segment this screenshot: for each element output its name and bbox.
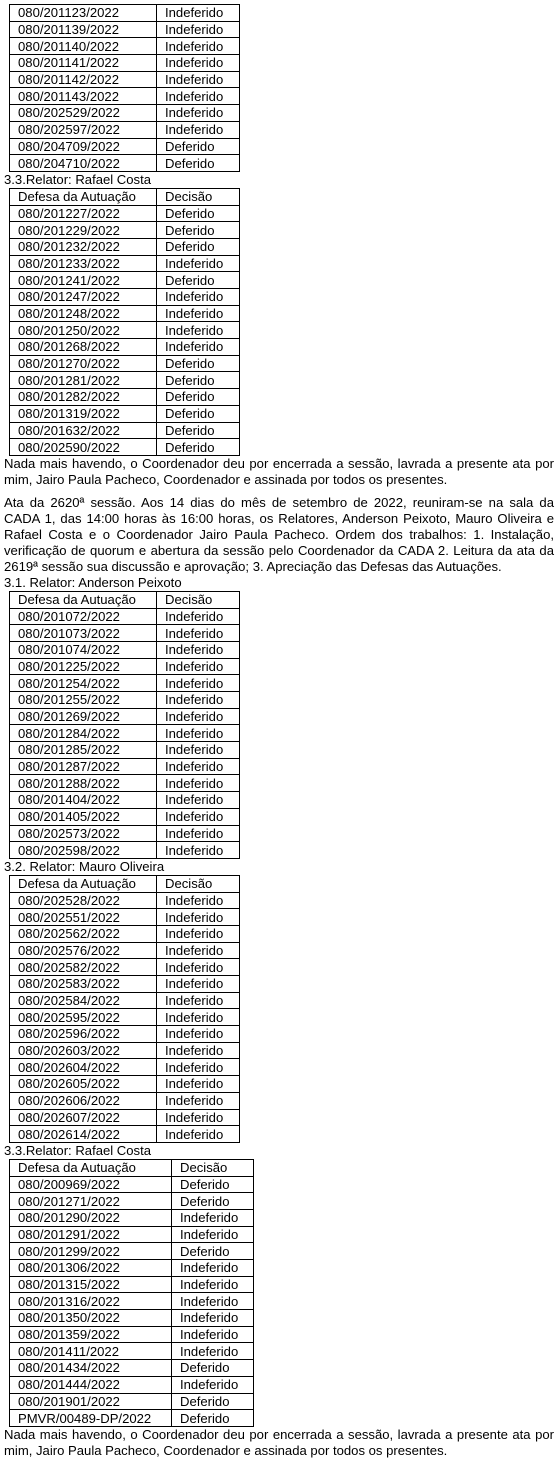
defesa-cell: 080/201248/2022 (10, 305, 157, 322)
defesa-cell: 080/201359/2022 (10, 1326, 172, 1343)
defesa-cell: 080/201229/2022 (10, 222, 157, 239)
defesa-cell: 080/201288/2022 (10, 775, 157, 792)
defesa-cell: 080/201141/2022 (10, 55, 157, 72)
decision-table-continued (9, 4, 240, 172)
decisao-cell: Deferido (172, 1393, 254, 1410)
table-row (10, 38, 240, 55)
defesa-cell: 080/201073/2022 (10, 625, 157, 642)
table-row (10, 439, 240, 456)
decisao-cell: Deferido (157, 205, 240, 222)
decisao-cell: Indeferido (157, 925, 240, 942)
table-row (10, 675, 240, 692)
defesa-cell: 080/202551/2022 (10, 909, 157, 926)
decisao-cell: Indeferido (157, 5, 240, 22)
decisao-cell: Deferido (157, 439, 240, 456)
table-row (10, 1026, 240, 1043)
table-header-row (10, 591, 240, 608)
decisao-cell: Indeferido (172, 1293, 254, 1310)
defesa-cell: 080/201444/2022 (10, 1376, 172, 1393)
decisao-cell: Indeferido (157, 289, 240, 306)
defesa-cell: 080/201287/2022 (10, 758, 157, 775)
decisao-cell: Indeferido (157, 641, 240, 658)
table-row (10, 1326, 254, 1343)
table-row (10, 1226, 254, 1243)
decisao-cell: Indeferido (157, 88, 240, 105)
defesa-cell: 080/202607/2022 (10, 1109, 157, 1126)
decision-table-mauro-oliveira (9, 875, 240, 1143)
decisao-cell: Deferido (157, 238, 240, 255)
decisao-cell: Decisão (157, 591, 240, 608)
paragraph-gap (4, 488, 554, 495)
defesa-cell: 080/204709/2022 (10, 138, 157, 155)
defesa-cell: 080/202614/2022 (10, 1126, 157, 1143)
table-row (10, 808, 240, 825)
decisao-cell: Indeferido (172, 1260, 254, 1277)
table-row (10, 422, 240, 439)
defesa-cell: 080/201285/2022 (10, 742, 157, 759)
decisao-cell: Deferido (172, 1243, 254, 1260)
table-row (10, 1393, 254, 1410)
decisao-cell: Indeferido (172, 1209, 254, 1226)
decisao-cell: Indeferido (157, 305, 240, 322)
table-header-row (10, 875, 240, 892)
table-row (10, 1076, 240, 1093)
table-row (10, 742, 240, 759)
table-row (10, 105, 240, 122)
decisao-cell: Deferido (172, 1193, 254, 1210)
table-row (10, 1243, 254, 1260)
defesa-cell: 080/201284/2022 (10, 725, 157, 742)
table-row (10, 322, 240, 339)
table-row (10, 372, 240, 389)
decisao-cell: Indeferido (157, 742, 240, 759)
decisao-cell: Indeferido (157, 992, 240, 1009)
defesa-cell: 080/202606/2022 (10, 1092, 157, 1109)
section-heading-anderson-peixoto: 3.1. Relator: Anderson Peixoto (4, 574, 182, 590)
section-heading-rafael-costa-2: 3.3.Relator: Rafael Costa (4, 1142, 152, 1158)
table-row (10, 1009, 240, 1026)
decisao-cell: Indeferido (157, 725, 240, 742)
defesa-cell: 080/201241/2022 (10, 272, 157, 289)
defesa-cell: 080/201140/2022 (10, 38, 157, 55)
table-row (10, 708, 240, 725)
decisao-cell: Decisão (172, 1159, 254, 1176)
decisao-cell: Indeferido (157, 105, 240, 122)
table-row (10, 222, 240, 239)
defesa-cell: 080/202596/2022 (10, 1026, 157, 1043)
decisao-cell: Indeferido (172, 1226, 254, 1243)
defesa-cell: 080/201232/2022 (10, 238, 157, 255)
decisao-cell: Indeferido (157, 1109, 240, 1126)
table-row (10, 305, 240, 322)
decisao-cell: Indeferido (157, 1026, 240, 1043)
defesa-cell: 080/201632/2022 (10, 422, 157, 439)
defesa-cell: PMVR/00489-DP/2022 (10, 1410, 172, 1427)
defesa-cell: 080/202598/2022 (10, 842, 157, 859)
defesa-cell: 080/202529/2022 (10, 105, 157, 122)
defesa-cell: 080/202595/2022 (10, 1009, 157, 1026)
defesa-cell: 080/202562/2022 (10, 925, 157, 942)
defesa-cell: 080/201271/2022 (10, 1193, 172, 1210)
table-row (10, 959, 240, 976)
defesa-cell: 080/200969/2022 (10, 1176, 172, 1193)
table-row (10, 892, 240, 909)
table-row (10, 842, 240, 859)
decisao-cell: Deferido (157, 155, 240, 172)
defesa-cell: 080/202573/2022 (10, 825, 157, 842)
table-row (10, 389, 240, 406)
decisao-cell: Deferido (157, 355, 240, 372)
closing-paragraph: Nada mais havendo, o Coordenador deu por encerrada a sessão, lavrada a presente ata por mim, Jairo Paula Pacheco, Coordenador e assinada por todos os presentes. (4, 455, 554, 487)
decisao-cell: Indeferido (157, 675, 240, 692)
decisao-cell: Indeferido (157, 55, 240, 72)
table-row (10, 1059, 240, 1076)
defesa-cell: 080/201227/2022 (10, 205, 157, 222)
defesa-cell: 080/201291/2022 (10, 1226, 172, 1243)
defesa-cell: 080/201411/2022 (10, 1343, 172, 1360)
decisao-cell: Deferido (172, 1410, 254, 1427)
decisao-cell: Indeferido (157, 842, 240, 859)
decisao-cell: Decisão (157, 875, 240, 892)
decisao-cell: Indeferido (157, 692, 240, 709)
defesa-cell: 080/202576/2022 (10, 942, 157, 959)
decisao-cell: Decisão (157, 188, 240, 205)
table-row (10, 1360, 254, 1377)
defesa-cell: 080/201434/2022 (10, 1360, 172, 1377)
decisao-cell: Indeferido (157, 708, 240, 725)
table-row (10, 5, 240, 22)
section-heading-rafael-costa: 3.3.Relator: Rafael Costa (4, 171, 152, 187)
decisao-cell: Indeferido (157, 625, 240, 642)
defesa-cell: 080/201074/2022 (10, 641, 157, 658)
decisao-cell: Indeferido (157, 1059, 240, 1076)
decisao-cell: Indeferido (157, 1092, 240, 1109)
defesa-cell: Defesa da Autuação (10, 875, 157, 892)
defesa-cell: Defesa da Autuação (10, 591, 157, 608)
table-row (10, 1042, 240, 1059)
table-row (10, 976, 240, 993)
defesa-cell: 080/202603/2022 (10, 1042, 157, 1059)
decisao-cell: Indeferido (157, 658, 240, 675)
decisao-cell: Indeferido (172, 1310, 254, 1327)
decisao-cell: Indeferido (157, 1126, 240, 1143)
defesa-cell: Defesa da Autuação (10, 1159, 172, 1176)
decisao-cell: Indeferido (157, 792, 240, 809)
defesa-cell: 080/201282/2022 (10, 389, 157, 406)
table-row (10, 405, 240, 422)
table-row (10, 255, 240, 272)
table-row (10, 1260, 254, 1277)
decisao-cell: Indeferido (157, 608, 240, 625)
defesa-cell: 080/201306/2022 (10, 1260, 172, 1277)
table-row (10, 1092, 240, 1109)
decisao-cell: Indeferido (157, 21, 240, 38)
defesa-cell: 080/201269/2022 (10, 708, 157, 725)
table-row (10, 1410, 254, 1427)
table-row (10, 138, 240, 155)
table-row (10, 1126, 240, 1143)
table-row (10, 775, 240, 792)
defesa-cell: 080/201255/2022 (10, 692, 157, 709)
table-row (10, 909, 240, 926)
decisao-cell: Indeferido (157, 775, 240, 792)
table-row (10, 641, 240, 658)
table-row (10, 1276, 254, 1293)
decisao-cell: Indeferido (172, 1276, 254, 1293)
table-row (10, 625, 240, 642)
defesa-cell: 080/201270/2022 (10, 355, 157, 372)
defesa-cell: 080/201315/2022 (10, 1276, 172, 1293)
defesa-cell: 080/202605/2022 (10, 1076, 157, 1093)
decisao-cell: Indeferido (157, 942, 240, 959)
defesa-cell: 080/201319/2022 (10, 405, 157, 422)
defesa-cell: 080/201299/2022 (10, 1243, 172, 1260)
table-row (10, 155, 240, 172)
defesa-cell: 080/201225/2022 (10, 658, 157, 675)
table-row (10, 1310, 254, 1327)
decisao-cell: Indeferido (172, 1343, 254, 1360)
session-minutes-paragraph: Ata da 2620ª sessão. Aos 14 dias do mês de setembro de 2022, reuniram-se na sala da CADA 1, das 14:00 horas às 16:00 horas, os Relatores, Anderson Peixoto, Mauro Oliveira e Rafael Costa e o Coordenador Jairo Paula Pacheco. Ordem dos trabalhos: 1. Instalação, verificação de quorum e abertura da sessão pelo Coordenador da CADA 2. Leitura da ata da 2619ª sessão sua discussão e aprovação; 3. Apreciação das Defesas das Autuações. (4, 494, 554, 574)
table-row (10, 1176, 254, 1193)
table-row (10, 1293, 254, 1310)
defesa-cell: 080/201143/2022 (10, 88, 157, 105)
table-row (10, 21, 240, 38)
table-row (10, 289, 240, 306)
table-row (10, 339, 240, 356)
defesa-cell: 080/201254/2022 (10, 675, 157, 692)
defesa-cell: 080/204710/2022 (10, 155, 157, 172)
defesa-cell: 080/201405/2022 (10, 808, 157, 825)
decision-table-rafael-costa (9, 188, 240, 456)
decisao-cell: Deferido (157, 138, 240, 155)
decisao-cell: Deferido (157, 422, 240, 439)
decisao-cell: Deferido (157, 222, 240, 239)
defesa-cell: 080/202583/2022 (10, 976, 157, 993)
decisao-cell: Indeferido (157, 892, 240, 909)
decisao-cell: Indeferido (157, 71, 240, 88)
decisao-cell: Deferido (172, 1176, 254, 1193)
decisao-cell: Indeferido (157, 976, 240, 993)
closing-paragraph-2: Nada mais havendo, o Coordenador deu por encerrada a sessão, lavrada a presente ata por mim, Jairo Paula Pacheco, Coordenador e assinada por todos os presentes. (4, 1426, 554, 1458)
decisao-cell: Deferido (157, 272, 240, 289)
document-page (4, 4, 554, 1459)
decisao-cell: Indeferido (157, 339, 240, 356)
defesa-cell: 080/201233/2022 (10, 255, 157, 272)
decisao-cell: Indeferido (172, 1326, 254, 1343)
table-row (10, 692, 240, 709)
defesa-cell: 080/201901/2022 (10, 1393, 172, 1410)
table-row (10, 55, 240, 72)
defesa-cell: 080/201404/2022 (10, 792, 157, 809)
decisao-cell: Indeferido (157, 808, 240, 825)
defesa-cell: 080/201281/2022 (10, 372, 157, 389)
table-row (10, 71, 240, 88)
table-header-row (10, 1159, 254, 1176)
defesa-cell: 080/201247/2022 (10, 289, 157, 306)
decision-table-anderson-peixoto (9, 591, 240, 859)
decisao-cell: Indeferido (157, 38, 240, 55)
table-row (10, 758, 240, 775)
table-row (10, 725, 240, 742)
decisao-cell: Indeferido (157, 322, 240, 339)
table-row (10, 121, 240, 138)
defesa-cell: 080/201268/2022 (10, 339, 157, 356)
defesa-cell: 080/202590/2022 (10, 439, 157, 456)
decisao-cell: Indeferido (157, 121, 240, 138)
defesa-cell: 080/201142/2022 (10, 71, 157, 88)
decisao-cell: Indeferido (157, 758, 240, 775)
table-row (10, 238, 240, 255)
decisao-cell: Deferido (172, 1360, 254, 1377)
decisao-cell: Indeferido (157, 1042, 240, 1059)
defesa-cell: 080/201350/2022 (10, 1310, 172, 1327)
defesa-cell: 080/202584/2022 (10, 992, 157, 1009)
decisao-cell: Indeferido (157, 1009, 240, 1026)
table-row (10, 825, 240, 842)
defesa-cell: 080/202582/2022 (10, 959, 157, 976)
table-row (10, 88, 240, 105)
decisao-cell: Deferido (157, 389, 240, 406)
defesa-cell: 080/202528/2022 (10, 892, 157, 909)
defesa-cell: 080/201123/2022 (10, 5, 157, 22)
defesa-cell: 080/202597/2022 (10, 121, 157, 138)
table-row (10, 205, 240, 222)
table-row (10, 608, 240, 625)
defesa-cell: 080/201316/2022 (10, 1293, 172, 1310)
table-row (10, 355, 240, 372)
table-row (10, 1193, 254, 1210)
table-header-row (10, 188, 240, 205)
defesa-cell: 080/201139/2022 (10, 21, 157, 38)
defesa-cell: 080/201250/2022 (10, 322, 157, 339)
table-row (10, 1209, 254, 1226)
defesa-cell: 080/201290/2022 (10, 1209, 172, 1226)
table-row (10, 658, 240, 675)
decisao-cell: Indeferido (157, 1076, 240, 1093)
table-row (10, 1376, 254, 1393)
defesa-cell: Defesa da Autuação (10, 188, 157, 205)
decisao-cell: Indeferido (157, 255, 240, 272)
decisao-cell: Deferido (157, 405, 240, 422)
decision-table-rafael-costa-2 (9, 1159, 254, 1427)
table-row (10, 1343, 254, 1360)
decisao-cell: Deferido (157, 372, 240, 389)
decisao-cell: Indeferido (172, 1376, 254, 1393)
defesa-cell: 080/201072/2022 (10, 608, 157, 625)
defesa-cell: 080/202604/2022 (10, 1059, 157, 1076)
table-row (10, 942, 240, 959)
table-row (10, 992, 240, 1009)
table-row (10, 272, 240, 289)
section-heading-mauro-oliveira: 3.2. Relator: Mauro Oliveira (4, 858, 165, 874)
table-row (10, 792, 240, 809)
decisao-cell: Indeferido (157, 959, 240, 976)
decisao-cell: Indeferido (157, 825, 240, 842)
table-row (10, 1109, 240, 1126)
table-row (10, 925, 240, 942)
decisao-cell: Indeferido (157, 909, 240, 926)
